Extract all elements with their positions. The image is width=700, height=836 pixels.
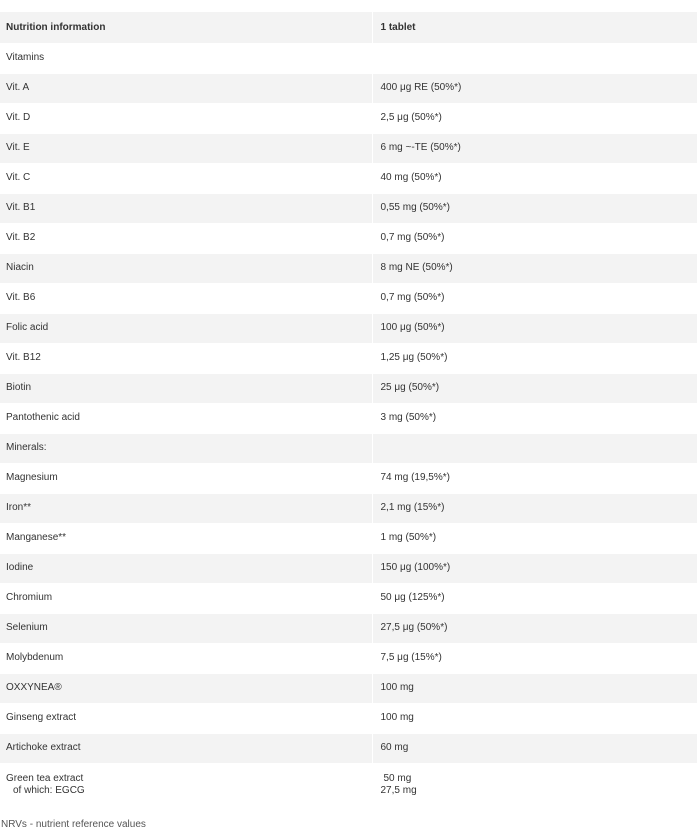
nutrient-amount [372, 433, 697, 463]
nutrient-amount: 0,7 mg (50%*) [372, 283, 697, 313]
nutrition-table [0, 12, 698, 808]
nutrient-amount-line: 50 mg [383, 773, 412, 784]
nutrient-name: Iodine [0, 553, 372, 583]
table-row [0, 673, 697, 703]
nutrient-name: Ginseng extract [0, 703, 372, 733]
nutrient-name: Molybdenum [0, 643, 372, 673]
nutrient-name: Vit. B12 [0, 343, 372, 373]
header-nutrition-information: Nutrition information [0, 12, 372, 43]
nutrient-name [0, 763, 372, 807]
table-row [0, 283, 697, 313]
nutrient-name: Vit. D [0, 103, 372, 133]
table-header-row [0, 12, 697, 43]
nutrient-name: Selenium [0, 613, 372, 643]
nutrient-name: Vit. A [0, 73, 372, 103]
table-row [0, 193, 697, 223]
nutrient-amount: 25 μg (50%*) [372, 373, 697, 403]
nutrient-name: Vit. B1 [0, 193, 372, 223]
table-row [0, 553, 697, 583]
table-row [0, 223, 697, 253]
nutrient-subamount-line: 27,5 mg [380, 785, 417, 796]
table-row [0, 613, 697, 643]
footnote: NRVs - nutrient reference values [1, 818, 146, 830]
nutrient-name: Artichoke extract [0, 733, 372, 763]
nutrient-amount: 100 mg [372, 673, 697, 703]
table-row [0, 103, 697, 133]
nutrient-name: Vit. B2 [0, 223, 372, 253]
nutrient-amount: 40 mg (50%*) [372, 163, 697, 193]
nutrient-amount: 2,1 mg (15%*) [372, 493, 697, 523]
table-row [0, 403, 697, 433]
table-row [0, 373, 697, 403]
nutrient-amount: 1,25 μg (50%*) [372, 343, 697, 373]
nutrient-amount: 27,5 μg (50%*) [372, 613, 697, 643]
nutrient-name: Chromium [0, 583, 372, 613]
table-row [0, 43, 697, 73]
nutrient-name: OXXYNEA® [0, 673, 372, 703]
nutrient-name: Magnesium [0, 463, 372, 493]
nutrient-name-line: Green tea extract [6, 773, 84, 784]
table-row [0, 253, 697, 283]
nutrient-amount: 400 μg RE (50%*) [372, 73, 697, 103]
nutrient-amount [372, 763, 697, 807]
nutrient-name: Iron** [0, 493, 372, 523]
table-row [0, 493, 697, 523]
table-row [0, 433, 697, 463]
nutrient-name: Vit. C [0, 163, 372, 193]
table-row [0, 313, 697, 343]
table-row [0, 703, 697, 733]
table-row [0, 463, 697, 493]
table-row [0, 733, 697, 763]
nutrient-name: Biotin [0, 373, 372, 403]
nutrient-name: Manganese** [0, 523, 372, 553]
nutrient-amount: 0,55 mg (50%*) [372, 193, 697, 223]
table-row [0, 643, 697, 673]
nutrient-name: Vit. B6 [0, 283, 372, 313]
nutrient-amount: 1 mg (50%*) [372, 523, 697, 553]
table-row [0, 343, 697, 373]
nutrient-amount: 3 mg (50%*) [372, 403, 697, 433]
table-row [0, 583, 697, 613]
nutrient-subname-line: of which: EGCG [13, 785, 85, 796]
nutrient-name: Niacin [0, 253, 372, 283]
table-row [0, 163, 697, 193]
nutrient-amount: 7,5 μg (15%*) [372, 643, 697, 673]
nutrient-amount: 150 μg (100%*) [372, 553, 697, 583]
nutrient-name: Vit. E [0, 133, 372, 163]
nutrient-amount: 100 mg [372, 703, 697, 733]
nutrient-amount: 8 mg NE (50%*) [372, 253, 697, 283]
nutrient-name: Vitamins [0, 43, 372, 73]
nutrient-amount: 6 mg ~-TE (50%*) [372, 133, 697, 163]
header-per-tablet: 1 tablet [372, 12, 697, 43]
table-row [0, 523, 697, 553]
nutrient-amount: 60 mg [372, 733, 697, 763]
nutrient-amount: 100 μg (50%*) [372, 313, 697, 343]
nutrient-amount: 50 μg (125%*) [372, 583, 697, 613]
nutrient-name: Folic acid [0, 313, 372, 343]
nutrient-amount: 74 mg (19,5%*) [372, 463, 697, 493]
table-row [0, 133, 697, 163]
nutrient-amount: 2,5 μg (50%*) [372, 103, 697, 133]
nutrient-amount [372, 43, 697, 73]
table-row [0, 73, 697, 103]
table-row [0, 763, 697, 807]
nutrient-amount: 0,7 mg (50%*) [372, 223, 697, 253]
nutrient-name: Minerals: [0, 433, 372, 463]
nutrient-name: Pantothenic acid [0, 403, 372, 433]
